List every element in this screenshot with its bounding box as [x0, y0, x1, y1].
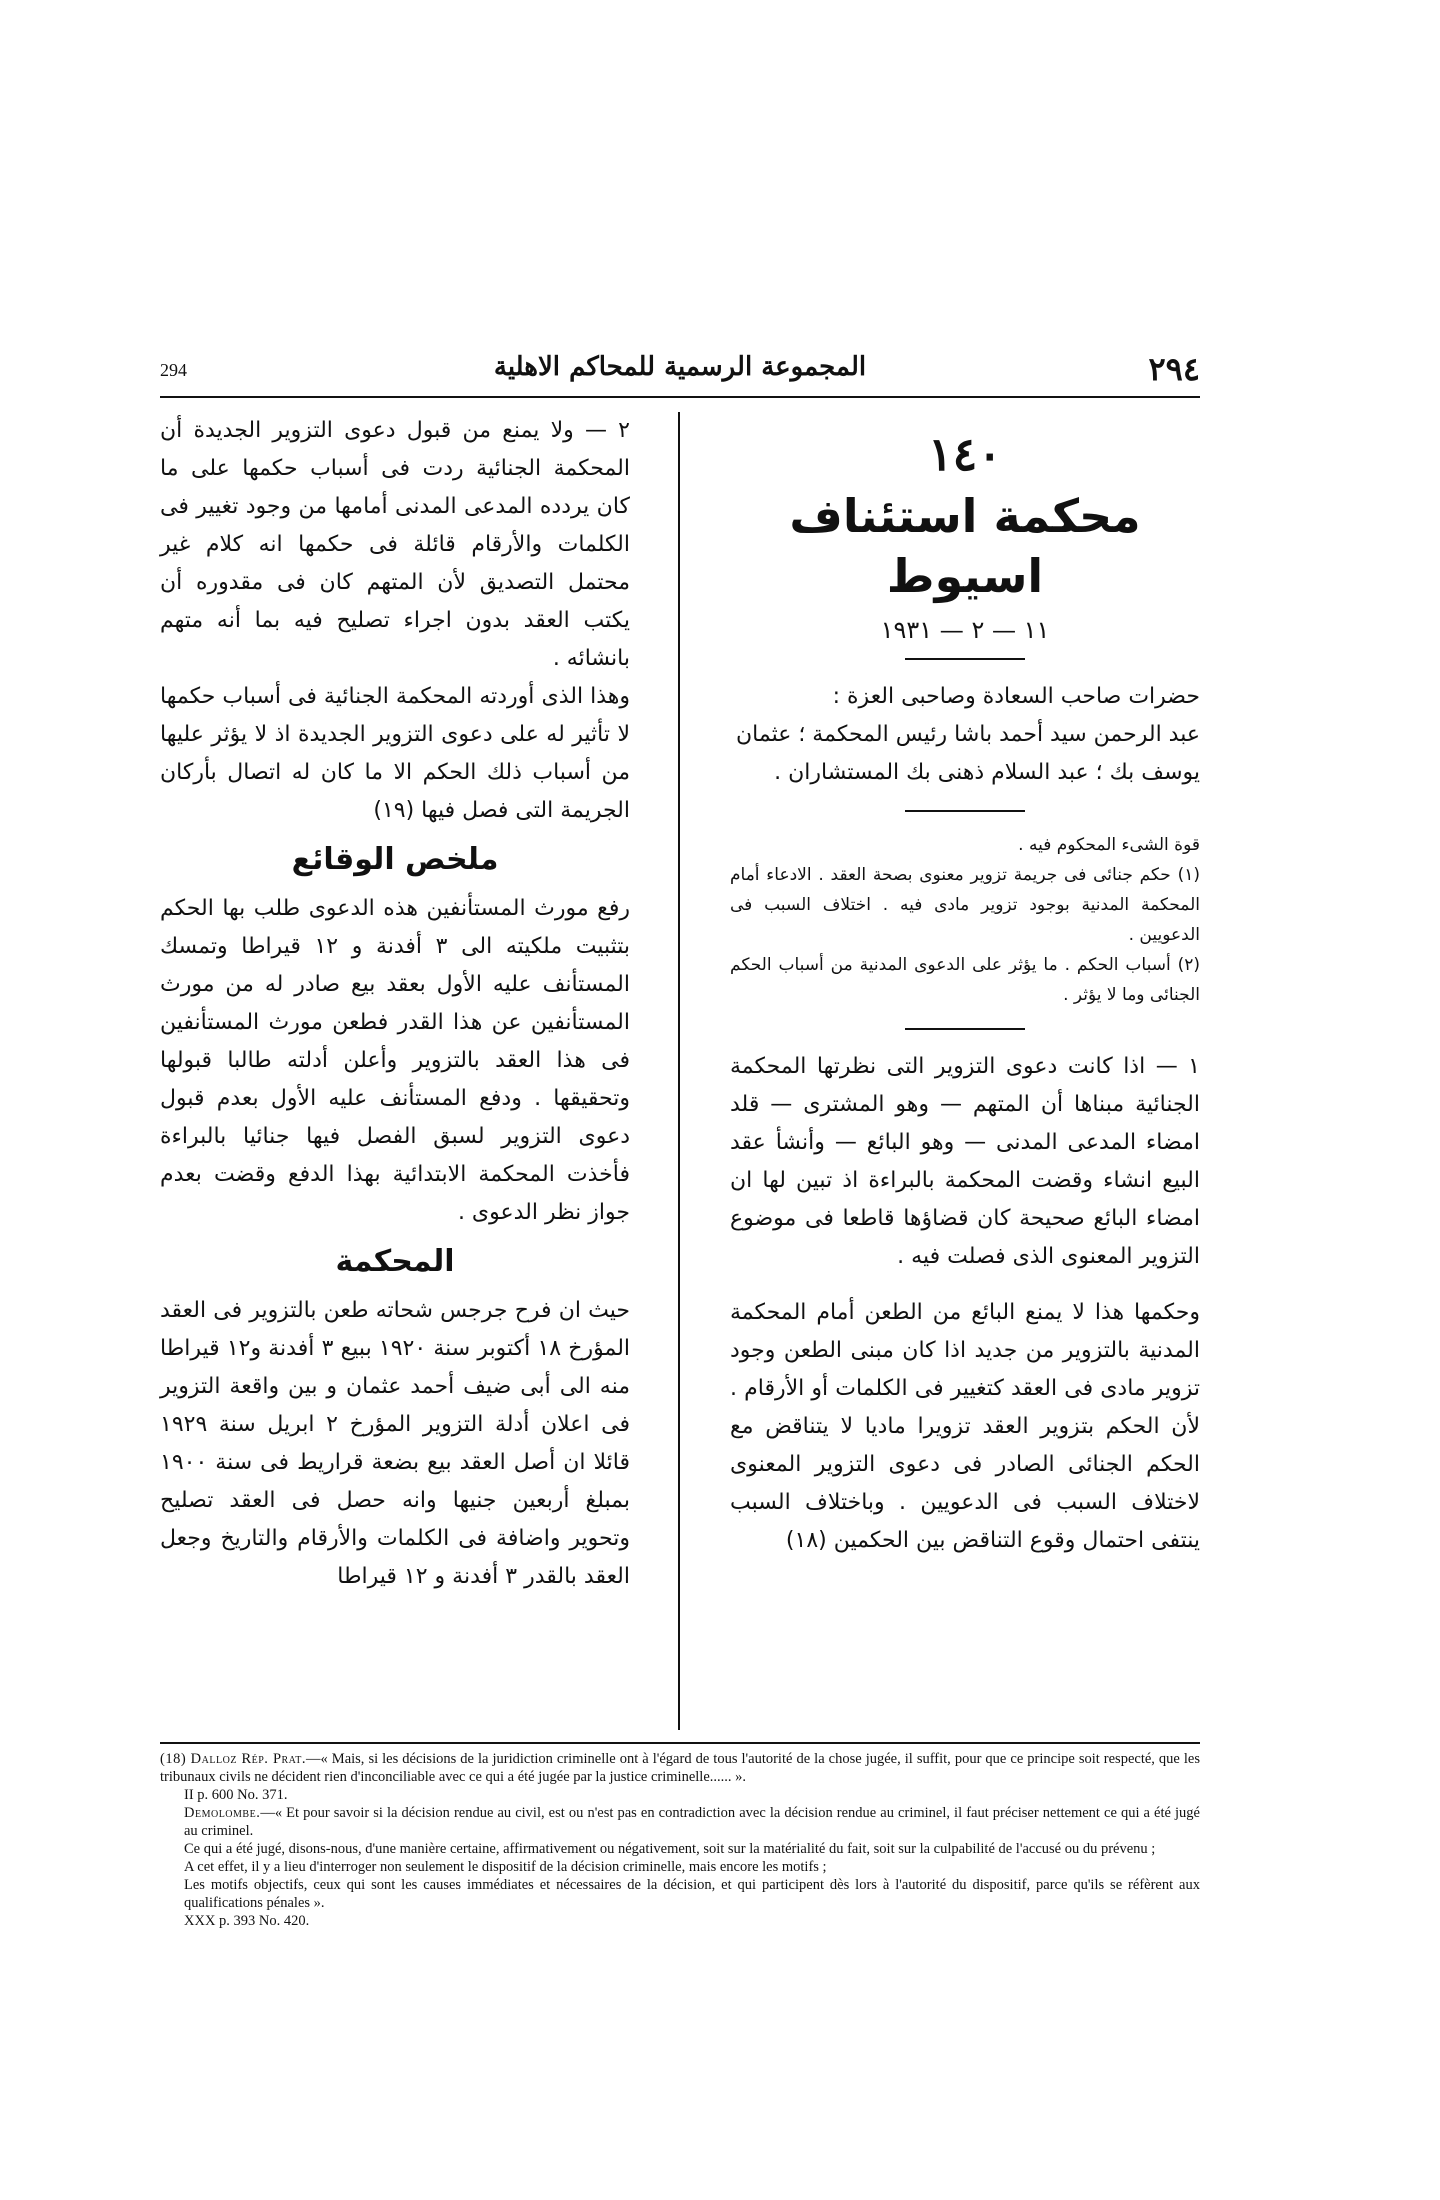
- running-title: المجموعة الرسمية للمحاكم الاهلية: [493, 352, 867, 382]
- summary-item: (١) حكم جنائى فى جريمة تزوير معنوى بصحة العقد . الادعاء أمام المحكمة المدنية بوجود تزوير مادى فيه . اختلاف السبب فى الدعويين .: [730, 865, 1200, 945]
- footnote-line: Ce qui a été jugé, disons-nous, d'une manière certaine, affirmativement ou négativement, soit sur la matérialité du fait, soit sur la culpabilité de l'accusé ou du prévenu ;: [184, 1841, 1156, 1857]
- footnote-text: —« Mais, si les décisions de la juridiction criminelle ont à l'égard de tous l'autorité de la chose jugée, il suffit, pour que ce principe soit respecté, que les tribunaux civils ne décident rien d'inconciliable avec ce qui a été jugée par la justice criminelle...... ».: [160, 1751, 1201, 1785]
- footnote-line: Les motifs objectifs, ceux qui sont les causes immédiates et nécessaires de la décision, et qui participent dès lors à l'autorité du dispositif, parce qu'ils se réfèrent aux qualifications pénales ».: [184, 1877, 1200, 1911]
- footnote-citation: XXX p. 393 No. 420.: [184, 1913, 310, 1929]
- judges-line: عبد الرحمن سيد أحمد باشا رئيس المحكمة ؛ عثمان: [735, 722, 1200, 747]
- separator: [905, 658, 1025, 660]
- footnote-citation: II p. 600 No. 371.: [184, 1787, 288, 1803]
- column-divider: [678, 412, 680, 1730]
- footnote-paragraph: [160, 1804, 1200, 1840]
- left-column: [160, 412, 630, 1596]
- judges-intro: حضرات صاحب السعادة وصاحبى العزة :: [832, 684, 1200, 709]
- footnote-line: A cet effet, il y a lieu d'interroger non seulement le dispositif de la décision criminelle, mais encore les motifs ;: [184, 1859, 827, 1875]
- page-number-latin: 294: [160, 360, 187, 380]
- facts-paragraph: رفع مورث المستأنفين هذه الدعوى طلب بها الحكم بتثبيت ملكيته الى ٣ أفدنة و ١٢ قيراطا وتمسك المستأنف عليه الأول بعقد بيع صادر له من مورث المستأنفين عن هذا القدر فطعن مورث المستأنفين فى هذا العقد بالتزوير وأعلن أدلته طالبا قبولها وتحقيقها . ودفع المستأنف عليه الأول بعدم قبول دعوى التزوير لسبق الفصل فيها جنائيا بالبراءة فأخذت المحكمة الابتدائية بهذا الدفع وقضت بعدم جواز نظر الدعوى .: [160, 896, 630, 1225]
- separator: [905, 810, 1025, 812]
- court-name: محكمة استئناف اسيوط: [789, 489, 1141, 603]
- principle-paragraph: ١ — اذا كانت دعوى التزوير التى نظرتها المحكمة الجنائية مبناها أن المتهم — وهو المشترى — قلد امضاء المدعى المدنى — وهو البائع — وأنشأ عقد البيع انشاء وقضت المحكمة بالبراءة اذ تبين لها ان امضاء البائع صحيحة كان قضاؤها قاطعا فى موضوع التزوير المعنوى الذى فصلت فيه .: [730, 1054, 1200, 1269]
- footnote-reference: Demolombe.: [184, 1805, 261, 1821]
- case-number: ١٤٠: [927, 427, 1003, 481]
- page-number-arabic: ٢٩٤: [1148, 350, 1200, 388]
- footnote-reference: (18) Dalloz Rép. Prat.: [160, 1751, 307, 1767]
- principle-paragraph: وحكمها هذا لا يمنع البائع من الطعن أمام المحكمة المدنية بالتزوير من جديد اذا كان مبنى الطعن وجود تزوير مادى فى العقد كتغيير فى الكلمات أو الأرقام . لأن الحكم بتزوير العقد تزويرا ماديا لا يتناقض مع الحكم الجنائى الصادر فى دعوى التزوير المعنوى لاختلاف السبب فى الدعويين . وباختلاف السبب ينتفى احتمال وقوع التناقض بين الحكمين (١٨): [730, 1300, 1200, 1553]
- principle-paragraph: ٢ — ولا يمنع من قبول دعوى التزوير الجديدة أن المحكمة الجنائية ردت فى أسباب حكمها على ما كان يردده المدعى المدنى أمامها من وجود تغيير فى الكلمات والأرقام قائلة فى حكمها انه كلام غير محتمل التصديق لأن المتهم كان فى مقدوره أن يكتب العقد بدون اجراء تصليح فيه بما أنه متهم بانشائه .: [160, 418, 630, 671]
- footnote-18: [160, 1750, 1200, 1786]
- principle-paragraph: وهذا الذى أوردته المحكمة الجنائية فى أسباب حكمها لا تأثير له على دعوى التزوير الجديدة اذ لا يؤثر عليها من أسباب ذلك الحكم الا ما كان له اتصال بأركان الجريمة التى فصل فيها (١٩): [160, 684, 630, 823]
- separator: [905, 1028, 1025, 1030]
- footnote-text: —« Et pour savoir si la décision rendue au civil, est ou n'est pas en contradiction avec la décision rendue au criminel, il faut préciser nettement ce qui a été jugé au criminel.: [184, 1805, 1200, 1839]
- footnotes: [160, 1742, 1200, 1930]
- court-heading: المحكمة: [335, 1244, 455, 1279]
- summary-title: قوة الشىء المحكوم فيه .: [1018, 835, 1200, 855]
- summary-item: (٢) أسباب الحكم . ما يؤثر على الدعوى المدنية من أسباب الحكم الجنائى وما لا يؤثر .: [730, 955, 1200, 1005]
- judges-line: يوسف بك ؛ عبد السلام ذهنى بك المستشاران .: [774, 760, 1200, 785]
- facts-heading: ملخص الوقائع: [291, 842, 499, 877]
- document-page: [160, 350, 1200, 1930]
- court-paragraph: حيث ان فرح جرجس شحاته طعن بالتزوير فى العقد المؤرخ ١٨ أكتوبر سنة ١٩٢٠ ببيع ٣ أفدنة و١٢ قيراطا منه الى أبى ضيف أحمد عثمان و بين واقعة التزوير فى اعلان أدلة التزوير المؤرخ ٢ ابريل سنة ١٩٢٩ قائلا ان أصل العقد بيع بضعة قراريط فى سنة ١٩٠٠ بمبلغ أربعين جنيها وانه حصل فى العقد تصليح وتحوير واضافة فى الكلمات والأرقام والتاريخ وجعل العقد بالقدر ٣ أفدنة و ١٢ قيراطا: [160, 1298, 631, 1589]
- right-column: [730, 412, 1200, 1560]
- page-header: [160, 350, 1200, 398]
- judgment-date: ١١ — ٢ — ١٩٣١: [880, 616, 1050, 644]
